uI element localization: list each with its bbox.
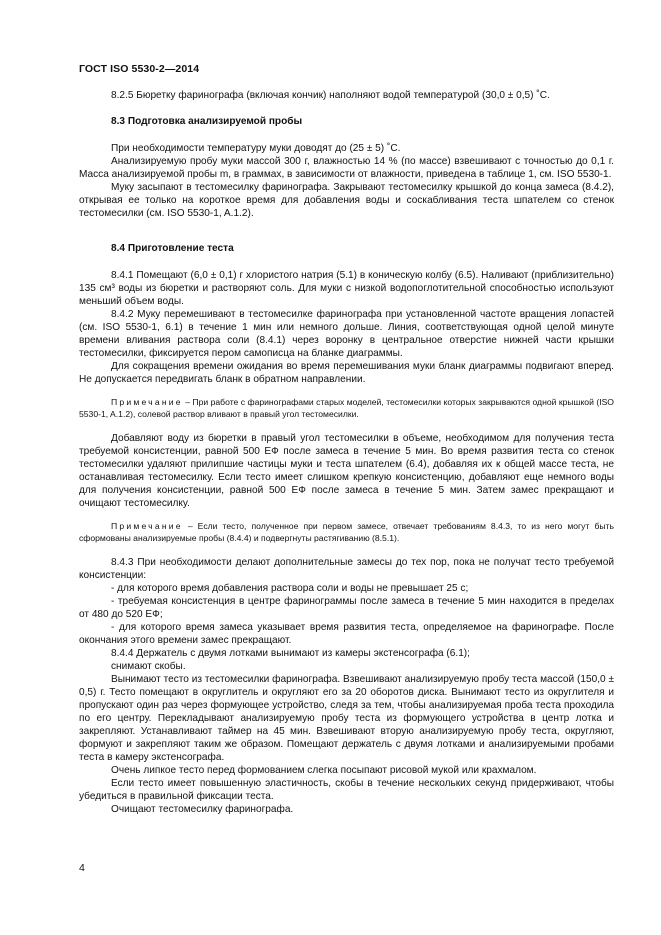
note-1-label: Примечание <box>111 397 183 407</box>
para-8-4-4-c: Вынимают тесто из тестомесилки фаринографа. Взвешивают анализируемую пробу теста массой (150,0 ± 0,5) г. Тесто помещают в округлитель и округляют его за 20 оборотов диска. Вынимают тесто из округлителя и пропускают один раз через формующее устройство, следя за тем, чтобы анализируемая проба теста проходила по его центру. Перекладывают анализируемую пробу теста из формующего устройства в центр лотка и закрепляют. Устанавливают таймер на 45 мин. Взвешивают вторую анализируемую пробу теста, округляют, формуют и закрепляют таким же образом. Помещают держатель с двумя лотками и анализируемыми пробами теста в камеру экстенсографа. <box>79 674 614 763</box>
note-2 <box>79 520 614 544</box>
para-8-4-4-d: Очень липкое тесто перед формованием слегка посыпают рисовой мукой или крахмалом. <box>111 765 537 776</box>
note-1 <box>79 396 614 420</box>
section-heading-8-3: 8.3 Подготовка анализируемой пробы <box>111 116 303 127</box>
para-8-4-4: 8.4.4 Держатель с двумя лотками вынимают из камеры экстенсографа (6.1); <box>111 648 470 659</box>
note-2-text: – Если тесто, полученное при первом замесе, отвечает требованиям 8.4.3, то из него могут быть сформованы анализируемые пробы (8.4.4) и подвергнуты растягиванию (8.5.1). <box>79 521 614 543</box>
page-number: 4 <box>79 862 85 874</box>
note-2-label: Примечание <box>111 521 183 531</box>
para-8-4-4-e: Если тесто имеет повышенную эластичность, скобы в течение нескольких секунд придерживают, чтобы убедиться в правильной фиксации теста. <box>79 778 614 802</box>
para-8-4-4-f: Очищают тестомесилку фаринографа. <box>111 804 294 815</box>
document-header: ГОСТ ISO 5530-2—2014 <box>79 63 200 75</box>
para-8-4-4-b: снимают скобы. <box>111 661 186 672</box>
para-8-4-1: 8.4.1 Помещают (6,0 ± 0,1) г хлористого натрия (5.1) в коническую колбу (6.5). Наливают (приблизительно) 135 см³ воды из бюретки и растворяют соль. Для муки с низкой водопоглотительной способностью используют меньший объем воды. <box>79 270 614 307</box>
para-8-2-5: 8.2.5 Бюретку фаринографа (включая кончик) наполняют водой температурой (30,0 ± 0,5) ˚С. <box>111 90 550 101</box>
para-8-3-1: При необходимости температуру муки доводят до (25 ± 5) ˚С. <box>111 143 401 154</box>
section-8-3 <box>79 115 614 220</box>
list-item-2: - требуемая консистенция в центре фаринограммы после замеса в течение 5 мин находится в пределах от 480 до 520 ЕФ; <box>79 596 614 620</box>
note-1-text: – При работе с фаринографами старых моделей, тестомесилки которых закрываются одной крышкой (ISO 5530-1, A.1.2), солевой раствор вливают в правый угол тестомесилки. <box>79 397 614 419</box>
para-8-4-2: 8.4.2 Муку перемешивают в тестомесилке фаринографа при установленной частоте вращения лопастей (см. ISO 5530-1, 6.1) в течение 1 мин или немного дольше. Линия, соответствующая одной целой минуте времени вливания раствора соли (8.4.1) через воронку в центральное отверстие нижней части крышки тестомесилки, фиксируется пером самописца на бланке диаграммы. <box>79 309 614 359</box>
para-add-water: Добавляют воду из бюретки в правый угол тестомесилки в объеме, необходимом для получения теста требуемой консистенции, равной 500 ЕФ после замеса в течение 5 мин. Во время развития теста со стенок тестомесилки удаляют прилипшие частицы муки и теста шпателем (6.4), добавляя их к общей массе теста, не останавливая тестомесилку. Если тесто имеет слишком крепкую консистенцию, добавляют еще немного воды для получения консистенции, равной 500 ЕФ после замеса в течение 5 мин. Затем замес прекращают и очищают тестомесилку. <box>79 433 614 509</box>
para-8-4-2-b: Для сокращения времени ожидания во время перемешивания муки бланк диаграммы подвигают вперед. Не допускается передвигать бланк в обратном направлении. <box>79 361 614 385</box>
para-8-4-3: 8.4.3 При необходимости делают дополнительные замесы до тех пор, пока не получат тесто требуемой консистенции: <box>79 557 614 581</box>
para-8-3-3: Муку засыпают в тестомесилку фаринографа. Закрывают тестомесилку крышкой до конца замеса (8.4.2), открывая ее только на короткое время для добавления воды и соскабливания теста шпателем со стенок тестомесилки (см. ISO 5530-1, A.1.2). <box>79 182 614 219</box>
list-item-1: - для которого время добавления раствора соли и воды не превышает 25 с; <box>111 583 469 594</box>
section-8-4 <box>79 242 614 816</box>
para-8-3-2: Анализируемую пробу муки массой 300 г, влажностью 14 % (по массе) взвешивают с точностью до 0,1 г. Масса анализируемой пробы m, в граммах, в зависимости от влажности, приведена в таблице 1, см. ISO 5530-1. <box>79 156 614 180</box>
para-8-2-5-block <box>79 89 614 102</box>
section-heading-8-4: 8.4 Приготовление теста <box>111 243 234 254</box>
list-item-3: - для которого время замеса указывает время развития теста, определяемое на фаринографе. После окончания этого времени замес прекращают. <box>79 622 614 646</box>
